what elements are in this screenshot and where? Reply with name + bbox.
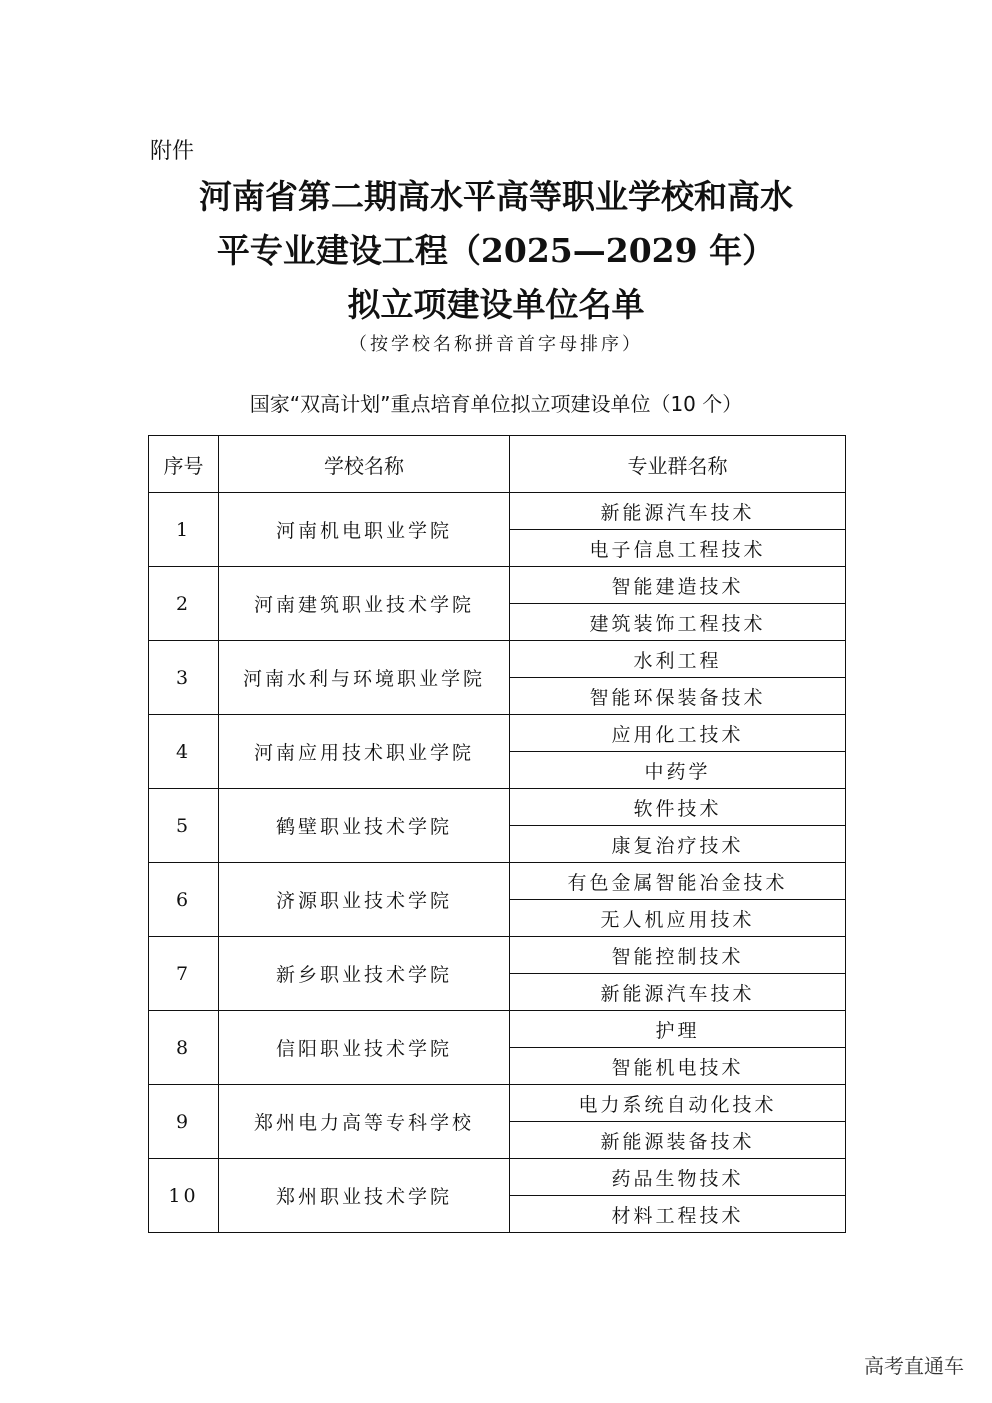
school-name: 信阳职业技术学院 <box>219 1011 510 1085</box>
major-group-name: 电子信息工程技术 <box>510 530 846 567</box>
major-group-name: 新能源汽车技术 <box>510 493 846 530</box>
school-name: 郑州电力高等专科学校 <box>219 1085 510 1159</box>
major-group-name: 电力系统自动化技术 <box>510 1085 846 1122</box>
table-row <box>149 715 846 752</box>
table-header-row <box>149 436 846 493</box>
major-group-name: 药品生物技术 <box>510 1159 846 1196</box>
row-index: 8 <box>149 1011 219 1085</box>
section-heading: 国家“双高计划”重点培育单位拟立项建设单位（10 个） <box>249 392 743 416</box>
row-index: 7 <box>149 937 219 1011</box>
row-index: 5 <box>149 789 219 863</box>
major-group-name: 建筑装饰工程技术 <box>510 604 846 641</box>
header-major-group: 专业群名称 <box>510 436 846 493</box>
major-group-name: 康复治疗技术 <box>510 826 846 863</box>
title-line-3: 拟立项建设单位名单 <box>347 285 645 324</box>
title-line-2: 平专业建设工程（2025—2029 年） <box>216 231 776 270</box>
major-group-name: 应用化工技术 <box>510 715 846 752</box>
table-row <box>149 1011 846 1048</box>
row-index: 6 <box>149 863 219 937</box>
table-row <box>149 789 846 826</box>
school-name: 河南建筑职业技术学院 <box>219 567 510 641</box>
table-row <box>149 641 846 678</box>
row-index: 2 <box>149 567 219 641</box>
school-name: 郑州职业技术学院 <box>219 1159 510 1233</box>
row-index: 10 <box>149 1159 219 1233</box>
row-index: 3 <box>149 641 219 715</box>
school-name: 河南机电职业学院 <box>219 493 510 567</box>
major-group-name: 水利工程 <box>510 641 846 678</box>
major-group-name: 材料工程技术 <box>510 1196 846 1233</box>
table-row <box>149 493 846 530</box>
school-name: 新乡职业技术学院 <box>219 937 510 1011</box>
table-body <box>149 493 846 1233</box>
school-name: 河南水利与环境职业学院 <box>219 641 510 715</box>
table-row <box>149 1085 846 1122</box>
major-group-name: 智能控制技术 <box>510 937 846 974</box>
school-name: 鹤壁职业技术学院 <box>219 789 510 863</box>
table-row <box>149 567 846 604</box>
major-group-name: 智能建造技术 <box>510 567 846 604</box>
attachment-label: 附件 <box>150 139 195 164</box>
table-row <box>149 863 846 900</box>
table-row <box>149 937 846 974</box>
school-list-table <box>148 435 846 1233</box>
major-group-name: 有色金属智能冶金技术 <box>510 863 846 900</box>
header-index: 序号 <box>149 436 219 493</box>
major-group-name: 智能环保装备技术 <box>510 678 846 715</box>
row-index: 4 <box>149 715 219 789</box>
document-title <box>0 170 992 332</box>
major-group-name: 新能源汽车技术 <box>510 974 846 1011</box>
title-line-1: 河南省第二期高水平高等职业学校和高水 <box>199 177 793 216</box>
row-index: 1 <box>149 493 219 567</box>
major-group-name: 新能源装备技术 <box>510 1122 846 1159</box>
watermark: 高考直通车 <box>864 1354 964 1378</box>
sort-note: （按学校名称拼音首字母排序） <box>349 334 643 355</box>
school-name: 河南应用技术职业学院 <box>219 715 510 789</box>
major-group-name: 护理 <box>510 1011 846 1048</box>
major-group-name: 中药学 <box>510 752 846 789</box>
row-index: 9 <box>149 1085 219 1159</box>
table-row <box>149 1159 846 1196</box>
major-group-name: 软件技术 <box>510 789 846 826</box>
school-name: 济源职业技术学院 <box>219 863 510 937</box>
major-group-name: 智能机电技术 <box>510 1048 846 1085</box>
major-group-name: 无人机应用技术 <box>510 900 846 937</box>
header-school: 学校名称 <box>219 436 510 493</box>
